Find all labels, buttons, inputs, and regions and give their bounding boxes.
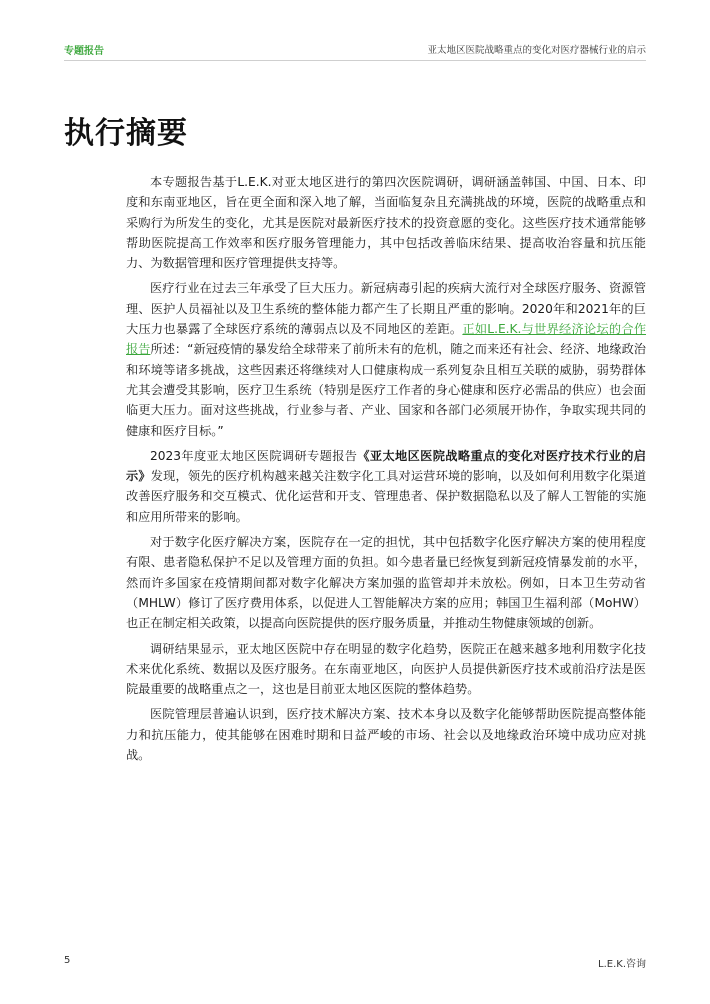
page-title: 执行摘要	[64, 116, 188, 151]
wef-report-link[interactable]: 正如L.E.K.与世界经济论坛的合作报告	[126, 322, 647, 357]
paragraph-5: 调研结果显示，亚太地区医院中存在明显的数字化趋势，医院正在越来越多地利用数字化技术来优化系统、数据以及医疗服务。在东南亚地区，向医护人员提供新医疗技术或前沿疗法是医院最重要的战略重点之一，这也是目前亚太地区医院的整体趋势。	[126, 641, 646, 697]
paragraph-2	[126, 278, 646, 440]
paragraph-6: 医院管理层普遍认识到，医疗技术解决方案、技术本身以及数字化能够帮助医院提高整体能力和抗压能力，使其能够在困难时期和日益严峻的市场、社会以及地缘政治环境中成功应对挑战。	[126, 707, 646, 763]
section-label: 专题报告	[64, 46, 104, 57]
page-number: 5	[64, 955, 71, 966]
header-divider	[64, 60, 646, 61]
paragraph-2-text-a: 医疗行业在过去三年承受了巨大压力。新冠病毒引起的疾病大流行对全球医疗服务、资源管理、医护人员福祉以及卫生系统的整体能力都产生了长期且严重的影响。2020年和2021年的巨大压力也暴露了全球医疗系统的薄弱点以及不同地区的差距。	[126, 281, 646, 337]
body-text	[126, 172, 646, 770]
paragraph-3-text-a: 2023年度亚太地区医院调研专题报告	[150, 448, 358, 463]
paragraph-2-text-b: 所述：“新冠疫情的暴发给全球带来了前所未有的危机，随之而来还有社会、经济、地缘政治和环境等诸多挑战，这些因素还将继续对人口健康构成一系列复杂且相互关联的威胁，弱势群体尤其会遭受其影响，医疗卫生系统（特别是医疗工作者的身心健康和医疗必需品的供应）也会面临更大压力。面对这些挑战，行业参与者、产业、国家和各部门必须展开协作，争取实现共同的健康和医疗目标。”	[126, 342, 646, 438]
footer-brand: L.E.K.咨询	[598, 959, 646, 970]
report-title: 亚太地区医院战略重点的变化对医疗器械行业的启示	[427, 45, 646, 56]
paragraph-1: 本专题报告基于L.E.K.对亚太地区进行的第四次医院调研，调研涵盖韩国、中国、日本、印度和东南亚地区，旨在更全面和深入地了解，当面临复杂且充满挑战的环境，医院的战略重点和采购行为所发生的变化，尤其是医院对最新医疗技术的投资意愿的变化。这些医疗技术通常能够帮助医院提高工作效率和医疗服务管理能力，其中包括改善临床结果、提高收治容量和抗压能力、为数据管理和医疗管理提供支持等。	[126, 175, 646, 271]
paragraph-3-text-b: 发现，领先的医疗机构越来越关注数字化工具对运营环境的影响，以及如何利用数字化渠道改善医疗服务和交互模式、优化运营和开支、管理患者、保护数据隐私以及了解人工智能的实施和应用所带来的影响。	[126, 469, 647, 524]
paragraph-3	[126, 446, 646, 527]
paragraph-4: 对于数字化医疗解决方案，医院存在一定的担忧，其中包括数字化医疗解决方案的使用程度有限、患者隐私保护不足以及管理方面的负担。如今患者量已经恢复到新冠疫情暴发前的水平，然而许多国家在疫情期间都对数字化解决方案加强的监管却并未放松。例如，日本卫生劳动省（MHLW）修订了医疗费用体系，以促进人工智能解决方案的应用；韩国卫生福利部（MoHW）也正在制定相关政策，以提高向医院提供的医疗服务质量，并推动生物健康领域的创新。	[126, 535, 646, 631]
report-name-bold: 《亚太地区医院战略重点的变化对医疗技术行业的启示》	[126, 448, 646, 484]
